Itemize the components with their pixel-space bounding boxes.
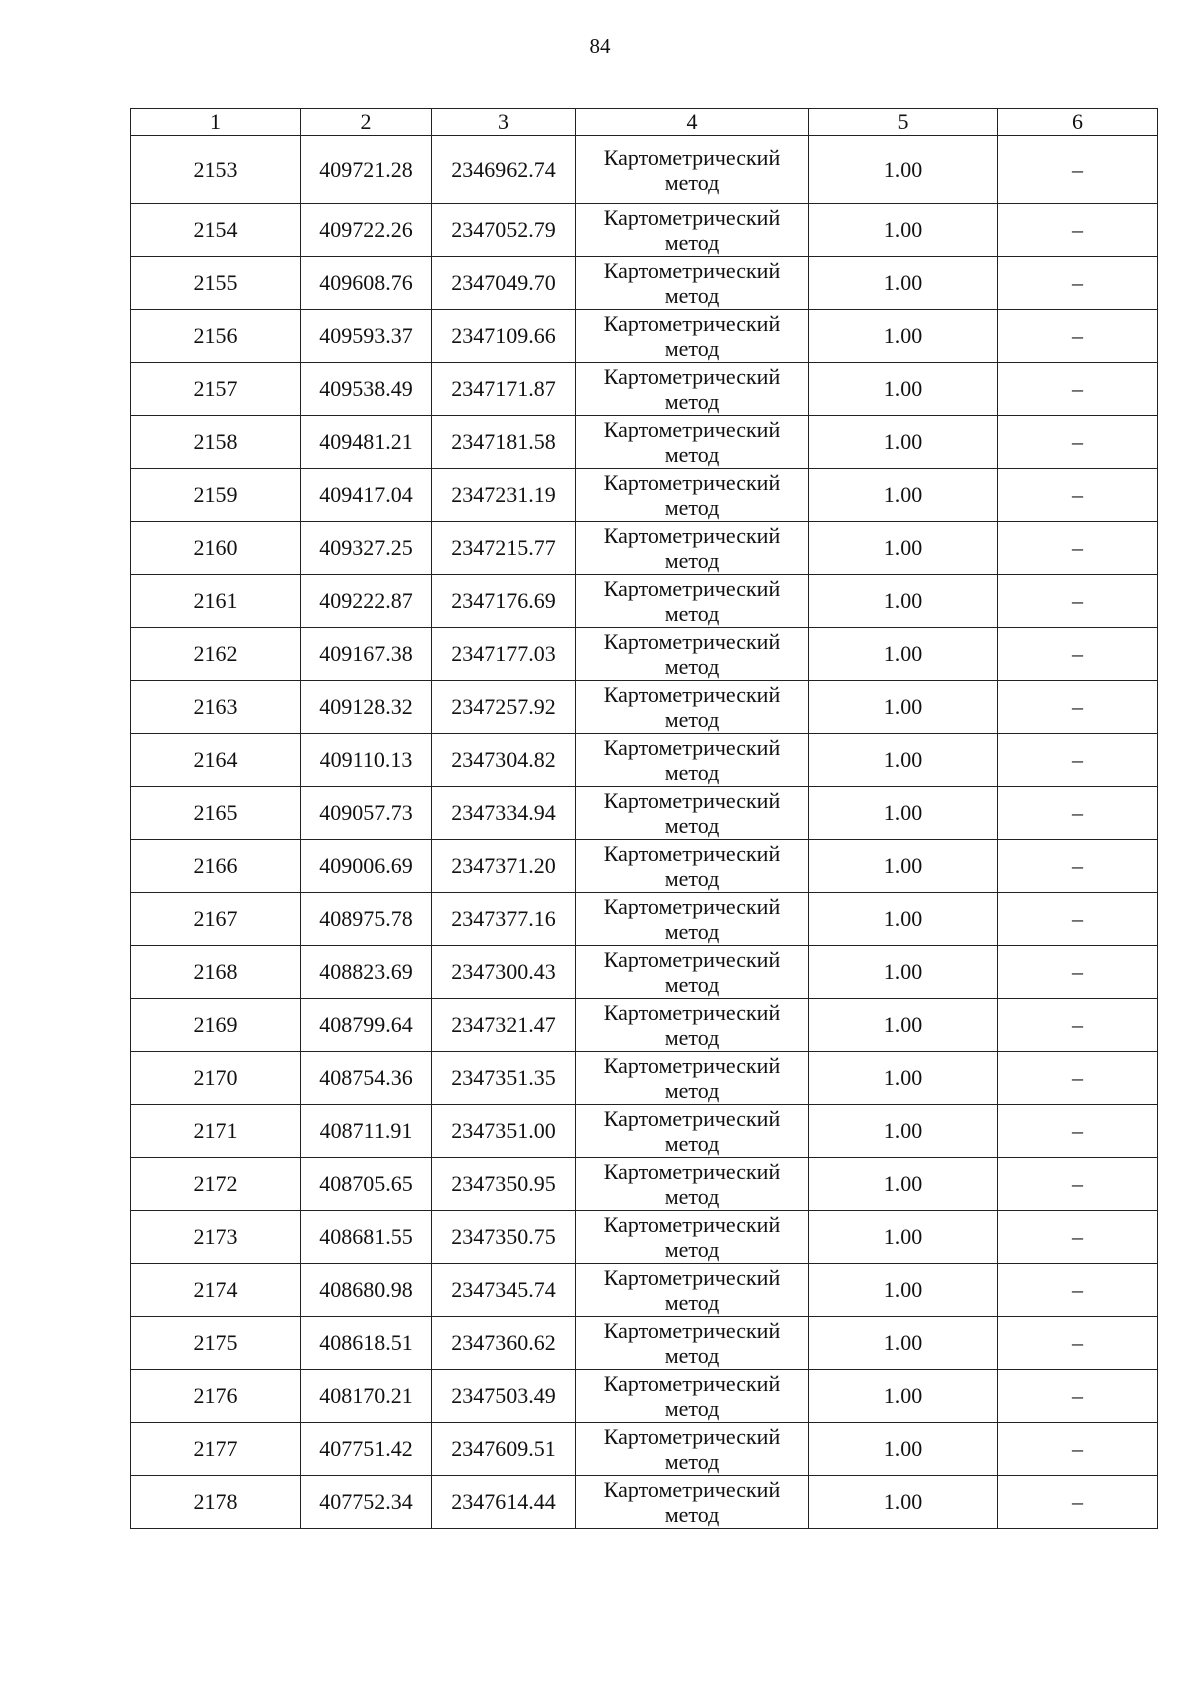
method-line: метод bbox=[664, 1343, 720, 1368]
method-line: Картометрический bbox=[603, 364, 781, 389]
accuracy-cell: 1.00 bbox=[809, 628, 998, 681]
method-cell bbox=[576, 1105, 809, 1158]
table-row bbox=[131, 734, 1158, 787]
y-coordinate-cell: 2347350.95 bbox=[432, 1158, 576, 1211]
table-header-row bbox=[131, 109, 1158, 136]
x-coordinate-cell: 409417.04 bbox=[301, 469, 432, 522]
table-row bbox=[131, 1264, 1158, 1317]
x-coordinate-cell: 408799.64 bbox=[301, 999, 432, 1052]
accuracy-cell: 1.00 bbox=[809, 522, 998, 575]
table-row bbox=[131, 1158, 1158, 1211]
table-row bbox=[131, 840, 1158, 893]
y-coordinate-cell: 2347609.51 bbox=[432, 1423, 576, 1476]
x-coordinate-cell: 409722.26 bbox=[301, 204, 432, 257]
description-cell: – bbox=[998, 628, 1158, 681]
accuracy-cell: 1.00 bbox=[809, 204, 998, 257]
method-line: Картометрический bbox=[603, 947, 781, 972]
point-number-cell: 2170 bbox=[131, 1052, 301, 1105]
y-coordinate-cell: 2347176.69 bbox=[432, 575, 576, 628]
description-cell: – bbox=[998, 787, 1158, 840]
point-number-cell: 2161 bbox=[131, 575, 301, 628]
description-cell: – bbox=[998, 893, 1158, 946]
method-line: метод bbox=[664, 1396, 720, 1421]
y-coordinate-cell: 2347171.87 bbox=[432, 363, 576, 416]
x-coordinate-cell: 408754.36 bbox=[301, 1052, 432, 1105]
table-row bbox=[131, 1211, 1158, 1264]
method-line: метод bbox=[664, 389, 720, 414]
x-coordinate-cell: 409222.87 bbox=[301, 575, 432, 628]
method-line: метод bbox=[664, 813, 720, 838]
x-coordinate-cell: 409593.37 bbox=[301, 310, 432, 363]
description-cell: – bbox=[998, 946, 1158, 999]
method-line: Картометрический bbox=[603, 258, 781, 283]
x-coordinate-cell: 409006.69 bbox=[301, 840, 432, 893]
method-line: Картометрический bbox=[603, 1371, 781, 1396]
method-cell bbox=[576, 1476, 809, 1529]
accuracy-cell: 1.00 bbox=[809, 1423, 998, 1476]
x-coordinate-cell: 408711.91 bbox=[301, 1105, 432, 1158]
method-line: метод bbox=[664, 919, 720, 944]
method-line: Картометрический bbox=[603, 841, 781, 866]
accuracy-cell: 1.00 bbox=[809, 1264, 998, 1317]
point-number-cell: 2178 bbox=[131, 1476, 301, 1529]
method-line: метод bbox=[664, 972, 720, 997]
method-cell bbox=[576, 136, 809, 204]
y-coordinate-cell: 2347052.79 bbox=[432, 204, 576, 257]
accuracy-cell: 1.00 bbox=[809, 257, 998, 310]
description-cell: – bbox=[998, 1317, 1158, 1370]
method-cell bbox=[576, 628, 809, 681]
x-coordinate-cell: 408680.98 bbox=[301, 1264, 432, 1317]
method-line: Картометрический bbox=[603, 1318, 781, 1343]
accuracy-cell: 1.00 bbox=[809, 1317, 998, 1370]
method-line: метод bbox=[664, 1237, 720, 1262]
description-cell: – bbox=[998, 1052, 1158, 1105]
method-cell bbox=[576, 893, 809, 946]
y-coordinate-cell: 2347304.82 bbox=[432, 734, 576, 787]
description-cell: – bbox=[998, 1211, 1158, 1264]
method-line: Картометрический bbox=[603, 205, 781, 230]
x-coordinate-cell: 409327.25 bbox=[301, 522, 432, 575]
accuracy-cell: 1.00 bbox=[809, 1476, 998, 1529]
accuracy-cell: 1.00 bbox=[809, 734, 998, 787]
method-line: метод bbox=[664, 1502, 720, 1527]
accuracy-cell: 1.00 bbox=[809, 1105, 998, 1158]
point-number-cell: 2165 bbox=[131, 787, 301, 840]
accuracy-cell: 1.00 bbox=[809, 681, 998, 734]
y-coordinate-cell: 2347231.19 bbox=[432, 469, 576, 522]
description-cell: – bbox=[998, 734, 1158, 787]
y-coordinate-cell: 2347300.43 bbox=[432, 946, 576, 999]
method-line: метод bbox=[664, 283, 720, 308]
method-line: метод bbox=[664, 495, 720, 520]
column-header: 4 bbox=[576, 109, 809, 136]
column-header: 6 bbox=[998, 109, 1158, 136]
point-number-cell: 2163 bbox=[131, 681, 301, 734]
point-number-cell: 2167 bbox=[131, 893, 301, 946]
x-coordinate-cell: 408170.21 bbox=[301, 1370, 432, 1423]
description-cell: – bbox=[998, 1423, 1158, 1476]
method-line: Картометрический bbox=[603, 144, 781, 170]
accuracy-cell: 1.00 bbox=[809, 1370, 998, 1423]
y-coordinate-cell: 2347614.44 bbox=[432, 1476, 576, 1529]
table-row bbox=[131, 469, 1158, 522]
x-coordinate-cell: 409721.28 bbox=[301, 136, 432, 204]
point-number-cell: 2162 bbox=[131, 628, 301, 681]
method-line: Картометрический bbox=[603, 1265, 781, 1290]
accuracy-cell: 1.00 bbox=[809, 787, 998, 840]
x-coordinate-cell: 408705.65 bbox=[301, 1158, 432, 1211]
method-line: метод bbox=[664, 169, 720, 195]
description-cell: – bbox=[998, 310, 1158, 363]
method-cell bbox=[576, 1052, 809, 1105]
method-cell bbox=[576, 257, 809, 310]
x-coordinate-cell: 409057.73 bbox=[301, 787, 432, 840]
table-row bbox=[131, 1052, 1158, 1105]
method-line: метод bbox=[664, 1290, 720, 1315]
point-number-cell: 2160 bbox=[131, 522, 301, 575]
point-number-cell: 2155 bbox=[131, 257, 301, 310]
description-cell: – bbox=[998, 1370, 1158, 1423]
y-coordinate-cell: 2347177.03 bbox=[432, 628, 576, 681]
description-cell: – bbox=[998, 1264, 1158, 1317]
point-number-cell: 2172 bbox=[131, 1158, 301, 1211]
table-row bbox=[131, 1370, 1158, 1423]
point-number-cell: 2154 bbox=[131, 204, 301, 257]
method-line: метод bbox=[664, 230, 720, 255]
method-cell bbox=[576, 204, 809, 257]
method-line: Картометрический bbox=[603, 1053, 781, 1078]
method-line: метод bbox=[664, 1184, 720, 1209]
description-cell: – bbox=[998, 1158, 1158, 1211]
method-cell bbox=[576, 1211, 809, 1264]
table-row bbox=[131, 1423, 1158, 1476]
table-row bbox=[131, 681, 1158, 734]
method-line: Картометрический bbox=[603, 682, 781, 707]
accuracy-cell: 1.00 bbox=[809, 469, 998, 522]
method-line: метод bbox=[664, 1025, 720, 1050]
method-line: метод bbox=[664, 866, 720, 891]
y-coordinate-cell: 2347049.70 bbox=[432, 257, 576, 310]
accuracy-cell: 1.00 bbox=[809, 840, 998, 893]
method-line: метод bbox=[664, 442, 720, 467]
method-cell bbox=[576, 999, 809, 1052]
point-number-cell: 2158 bbox=[131, 416, 301, 469]
x-coordinate-cell: 409128.32 bbox=[301, 681, 432, 734]
method-line: метод bbox=[664, 760, 720, 785]
y-coordinate-cell: 2347334.94 bbox=[432, 787, 576, 840]
column-header: 3 bbox=[432, 109, 576, 136]
table-row bbox=[131, 999, 1158, 1052]
x-coordinate-cell: 408823.69 bbox=[301, 946, 432, 999]
method-line: метод bbox=[664, 1078, 720, 1103]
table-row bbox=[131, 787, 1158, 840]
accuracy-cell: 1.00 bbox=[809, 1158, 998, 1211]
method-cell bbox=[576, 734, 809, 787]
method-cell bbox=[576, 363, 809, 416]
x-coordinate-cell: 408681.55 bbox=[301, 1211, 432, 1264]
method-cell bbox=[576, 310, 809, 363]
method-line: Картометрический bbox=[603, 417, 781, 442]
y-coordinate-cell: 2347345.74 bbox=[432, 1264, 576, 1317]
description-cell: – bbox=[998, 681, 1158, 734]
method-line: метод bbox=[664, 601, 720, 626]
column-header: 2 bbox=[301, 109, 432, 136]
point-number-cell: 2174 bbox=[131, 1264, 301, 1317]
point-number-cell: 2157 bbox=[131, 363, 301, 416]
x-coordinate-cell: 408618.51 bbox=[301, 1317, 432, 1370]
column-header: 1 bbox=[131, 109, 301, 136]
method-line: метод bbox=[664, 1449, 720, 1474]
x-coordinate-cell: 407752.34 bbox=[301, 1476, 432, 1529]
method-cell bbox=[576, 787, 809, 840]
y-coordinate-cell: 2347109.66 bbox=[432, 310, 576, 363]
point-number-cell: 2166 bbox=[131, 840, 301, 893]
method-line: Картометрический bbox=[603, 1159, 781, 1184]
description-cell: – bbox=[998, 136, 1158, 204]
point-number-cell: 2159 bbox=[131, 469, 301, 522]
method-cell bbox=[576, 840, 809, 893]
method-cell bbox=[576, 681, 809, 734]
method-cell bbox=[576, 1317, 809, 1370]
x-coordinate-cell: 409608.76 bbox=[301, 257, 432, 310]
table-row bbox=[131, 363, 1158, 416]
description-cell: – bbox=[998, 575, 1158, 628]
method-line: Картометрический bbox=[603, 1212, 781, 1237]
y-coordinate-cell: 2346962.74 bbox=[432, 136, 576, 204]
description-cell: – bbox=[998, 999, 1158, 1052]
x-coordinate-cell: 409110.13 bbox=[301, 734, 432, 787]
accuracy-cell: 1.00 bbox=[809, 363, 998, 416]
method-line: Картометрический bbox=[603, 470, 781, 495]
method-cell bbox=[576, 1158, 809, 1211]
y-coordinate-cell: 2347351.00 bbox=[432, 1105, 576, 1158]
table-row bbox=[131, 1317, 1158, 1370]
point-number-cell: 2153 bbox=[131, 136, 301, 204]
method-cell bbox=[576, 1423, 809, 1476]
accuracy-cell: 1.00 bbox=[809, 310, 998, 363]
method-cell bbox=[576, 469, 809, 522]
table-row bbox=[131, 1105, 1158, 1158]
description-cell: – bbox=[998, 204, 1158, 257]
x-coordinate-cell: 409167.38 bbox=[301, 628, 432, 681]
method-line: метод bbox=[664, 336, 720, 361]
method-line: метод bbox=[664, 654, 720, 679]
accuracy-cell: 1.00 bbox=[809, 1052, 998, 1105]
accuracy-cell: 1.00 bbox=[809, 416, 998, 469]
method-cell bbox=[576, 522, 809, 575]
table-row bbox=[131, 946, 1158, 999]
method-line: метод bbox=[664, 548, 720, 573]
description-cell: – bbox=[998, 469, 1158, 522]
point-number-cell: 2168 bbox=[131, 946, 301, 999]
y-coordinate-cell: 2347257.92 bbox=[432, 681, 576, 734]
y-coordinate-cell: 2347371.20 bbox=[432, 840, 576, 893]
method-line: Картометрический bbox=[603, 311, 781, 336]
y-coordinate-cell: 2347377.16 bbox=[432, 893, 576, 946]
method-line: Картометрический bbox=[603, 788, 781, 813]
x-coordinate-cell: 409538.49 bbox=[301, 363, 432, 416]
description-cell: – bbox=[998, 840, 1158, 893]
table-row bbox=[131, 1476, 1158, 1529]
method-cell bbox=[576, 575, 809, 628]
table-row bbox=[131, 416, 1158, 469]
x-coordinate-cell: 408975.78 bbox=[301, 893, 432, 946]
table-row bbox=[131, 257, 1158, 310]
description-cell: – bbox=[998, 363, 1158, 416]
column-header: 5 bbox=[809, 109, 998, 136]
method-cell bbox=[576, 946, 809, 999]
point-number-cell: 2164 bbox=[131, 734, 301, 787]
method-line: Картометрический bbox=[603, 1424, 781, 1449]
description-cell: – bbox=[998, 416, 1158, 469]
method-cell bbox=[576, 416, 809, 469]
point-number-cell: 2176 bbox=[131, 1370, 301, 1423]
coordinates-table bbox=[130, 108, 1158, 1529]
table-row bbox=[131, 628, 1158, 681]
method-line: Картометрический bbox=[603, 523, 781, 548]
method-line: Картометрический bbox=[603, 894, 781, 919]
description-cell: – bbox=[998, 257, 1158, 310]
accuracy-cell: 1.00 bbox=[809, 893, 998, 946]
method-line: Картометрический bbox=[603, 576, 781, 601]
y-coordinate-cell: 2347181.58 bbox=[432, 416, 576, 469]
method-line: Картометрический bbox=[603, 629, 781, 654]
y-coordinate-cell: 2347503.49 bbox=[432, 1370, 576, 1423]
accuracy-cell: 1.00 bbox=[809, 999, 998, 1052]
accuracy-cell: 1.00 bbox=[809, 946, 998, 999]
method-line: Картометрический bbox=[603, 1000, 781, 1025]
method-line: Картометрический bbox=[603, 735, 781, 760]
page-number: 84 bbox=[589, 34, 611, 58]
point-number-cell: 2171 bbox=[131, 1105, 301, 1158]
point-number-cell: 2169 bbox=[131, 999, 301, 1052]
description-cell: – bbox=[998, 1476, 1158, 1529]
y-coordinate-cell: 2347360.62 bbox=[432, 1317, 576, 1370]
point-number-cell: 2175 bbox=[131, 1317, 301, 1370]
method-cell bbox=[576, 1370, 809, 1423]
method-line: Картометрический bbox=[603, 1477, 781, 1502]
y-coordinate-cell: 2347215.77 bbox=[432, 522, 576, 575]
point-number-cell: 2156 bbox=[131, 310, 301, 363]
table-row bbox=[131, 575, 1158, 628]
table-row bbox=[131, 204, 1158, 257]
description-cell: – bbox=[998, 1105, 1158, 1158]
table-row bbox=[131, 136, 1158, 204]
x-coordinate-cell: 409481.21 bbox=[301, 416, 432, 469]
point-number-cell: 2177 bbox=[131, 1423, 301, 1476]
accuracy-cell: 1.00 bbox=[809, 1211, 998, 1264]
y-coordinate-cell: 2347350.75 bbox=[432, 1211, 576, 1264]
accuracy-cell: 1.00 bbox=[809, 136, 998, 204]
point-number-cell: 2173 bbox=[131, 1211, 301, 1264]
description-cell: – bbox=[998, 522, 1158, 575]
table-row bbox=[131, 310, 1158, 363]
x-coordinate-cell: 407751.42 bbox=[301, 1423, 432, 1476]
table-row bbox=[131, 893, 1158, 946]
method-line: Картометрический bbox=[603, 1106, 781, 1131]
y-coordinate-cell: 2347351.35 bbox=[432, 1052, 576, 1105]
accuracy-cell: 1.00 bbox=[809, 575, 998, 628]
table-row bbox=[131, 522, 1158, 575]
method-cell bbox=[576, 1264, 809, 1317]
method-line: метод bbox=[664, 707, 720, 732]
method-line: метод bbox=[664, 1131, 720, 1156]
y-coordinate-cell: 2347321.47 bbox=[432, 999, 576, 1052]
